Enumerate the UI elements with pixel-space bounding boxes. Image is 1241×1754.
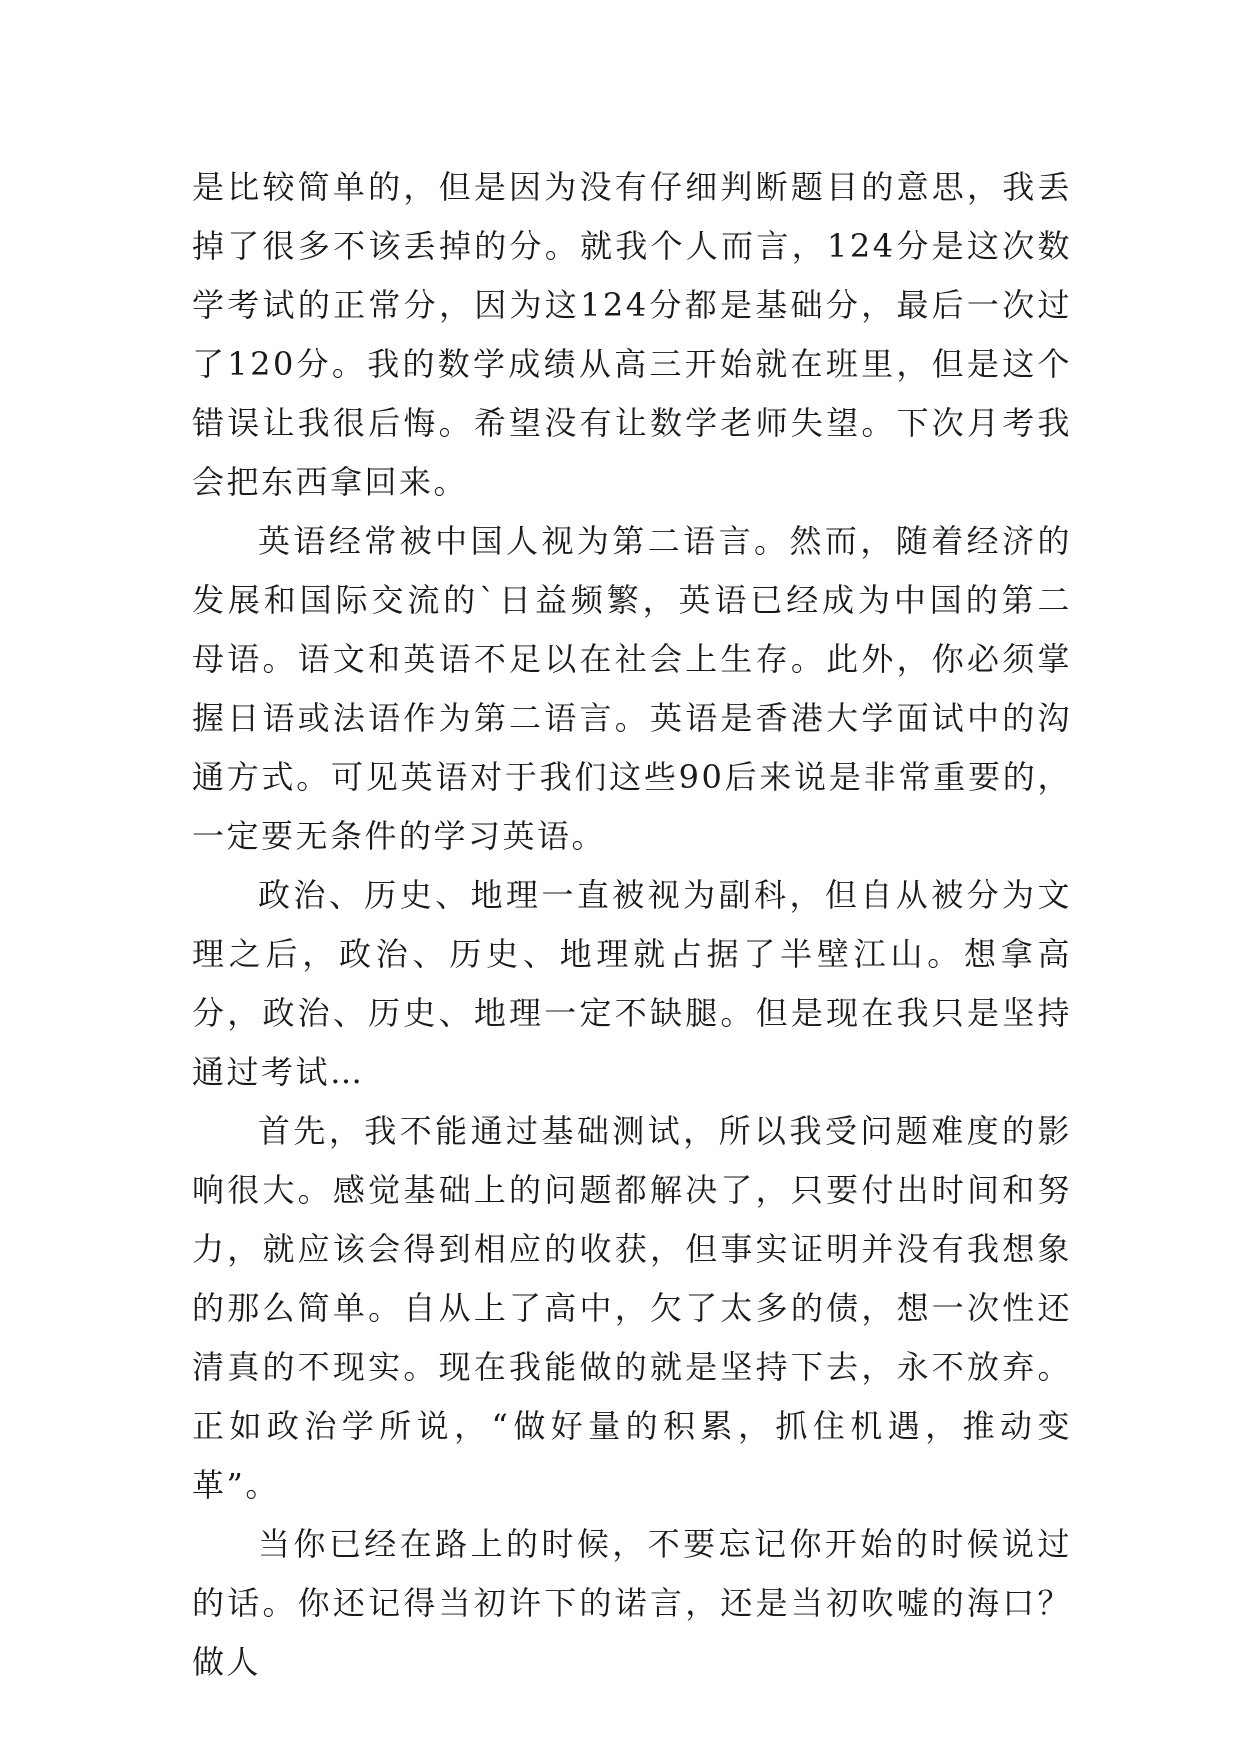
paragraph-foundation-test: 首先，我不能通过基础测试，所以我受问题难度的影响很大。感觉基础上的问题都解决了，只要付出时间和努力，就应该会得到相应的收获，但事实证明并没有我想象的那么简单。自从上了高中，欠了太多的债，想一次性还清真的不现实。现在我能做的就是坚持下去，永不放弃。正如政治学所说，“做好量的积累，抓住机遇，推动变革”。: [192, 1112, 1072, 1504]
paragraph-remember-promise: 当你已经在路上的时候，不要忘记你开始的时候说过的话。你还记得当初许下的诺言，还是当初吹嘘的海口？做人: [192, 1525, 1072, 1681]
paragraph-english-language: 英语经常被中国人视为第二语言。然而，随着经济的发展和国际交流的`日益频繁，英语已经成为中国的第二母语。语文和英语不足以在社会上生存。此外，你必须掌握日语或法语作为第二语言。英语是香港大学面试中的沟通方式。可见英语对于我们这些90后来说是非常重要的，一定要无条件的学习英语。: [192, 522, 1072, 855]
paragraph-math-exam: 是比较简单的，但是因为没有仔细判断题目的意思，我丢掉了很多不该丢掉的分。就我个人而言，124分是这次数学考试的正常分，因为这124分都是基础分，最后一次过了120分。我的数学成绩从高三开始就在班里，但是这个错误让我很后悔。希望没有让数学老师失望。下次月考我会把东西拿回来。: [192, 168, 1072, 501]
document-page: [192, 158, 1072, 1692]
paragraph-liberal-subjects: 政治、历史、地理一直被视为副科，但自从被分为文理之后，政治、历史、地理就占据了半壁江山。想拿高分，政治、历史、地理一定不缺腿。但是现在我只是坚持通过考试…: [192, 876, 1072, 1091]
